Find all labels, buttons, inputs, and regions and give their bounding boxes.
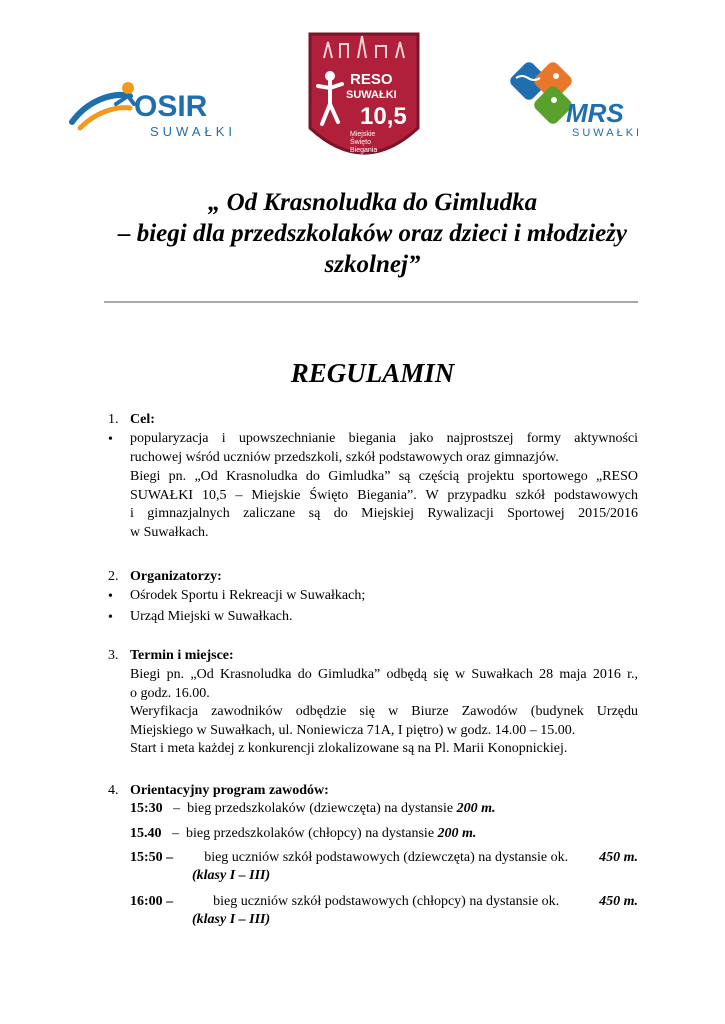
schedule-entry [130, 849, 638, 885]
section-4-label: Orientacyjny program zawodów: [130, 783, 329, 798]
reso-line6: Biegania [350, 147, 378, 154]
schedule-entry [130, 800, 638, 818]
document-title [60, 187, 685, 280]
text-line: Biegi pn. „Od Krasnoludka do Gimludka” są częścią projektu sportowego „RESO [130, 469, 638, 484]
schedule-classes: (klasy I – III) [192, 868, 271, 883]
reso-logo [300, 28, 428, 170]
mrs-logo [508, 60, 650, 140]
section-1-paragraph [130, 468, 638, 542]
reso-line5: Święto [350, 139, 372, 146]
schedule-sep: – [172, 826, 179, 841]
reso-line1: RESO [350, 71, 393, 88]
reso-line4: Miejskie [350, 131, 376, 138]
text-line: w Suwałkach. [130, 524, 209, 540]
section-2-item [130, 587, 638, 606]
title-line-3: szkolnej” [324, 251, 421, 278]
schedule-entry [130, 825, 638, 843]
schedule-sep: – [173, 801, 181, 816]
section-1-label: Cel: [130, 412, 155, 427]
title-line-1: „ Od Krasnoludka do Gimludka [207, 189, 538, 216]
reso-line3: 10,5 [360, 103, 407, 130]
schedule-sep: – [166, 850, 174, 865]
section-1-number: 1. [108, 412, 119, 427]
schedule-time: 16:00 [130, 894, 163, 909]
text-line: Weryfikacja zawodników odbędzie się w Biurze Zawodów (budynek Urzędu [130, 704, 638, 720]
mrs-logo-sub: SUWAŁKI [572, 127, 643, 139]
text-line: popularyzacja i upowszechnianie biegania jako najprostszej formy aktywności [130, 431, 638, 446]
section-3-label: Termin i miejsce: [130, 648, 234, 663]
title-line-2: – biegi dla przedszkolaków oraz dzieci i młodzieży [117, 220, 628, 247]
schedule-entry [130, 893, 638, 929]
osir-logo-name: OSIR [134, 90, 208, 123]
section-2-item [130, 608, 638, 627]
schedule-time: 15.40 [130, 826, 162, 841]
schedule-distance: 200 m. [456, 801, 496, 816]
section-2-label: Organizatorzy: [130, 569, 222, 584]
schedule-text: bieg przedszkolaków (chłopcy) na dystansie [186, 826, 435, 841]
text-line: SUWAŁKI 10,5 – Miejskie Święto Biegania”. W przypadku szkół podstawowych [130, 487, 638, 503]
osir-logo [68, 78, 233, 144]
schedule-text: bieg uczniów szkół podstawowych (dziewczęta) na dystansie ok. [204, 850, 569, 865]
mrs-emblem-icon [508, 60, 574, 126]
section-1-bullet-text [130, 430, 638, 467]
text-line: Ośrodek Sportu i Rekreacji w Suwałkach; [130, 588, 366, 603]
horizontal-divider [104, 301, 638, 303]
schedule-sep: – [166, 894, 174, 909]
reso-line2: SUWAŁKI [346, 89, 397, 101]
text-line: Miejskiego w Suwałkach, ul. Noniewicza 71A, I piętro) w godz. 14.00 – 15.00. [130, 722, 576, 738]
text-line: Start i meta każdej z konkurencji zlokalizowane są na Pl. Marii Konopnickiej. [130, 741, 568, 757]
section-2-number: 2. [108, 569, 119, 584]
text-line: o godz. 16.00. [130, 685, 210, 701]
bullet-icon: • [108, 589, 113, 604]
schedule-classes: (klasy I – III) [192, 912, 271, 927]
osir-logo-sub: SUWAŁKI [150, 124, 233, 139]
text-line: Urząd Miejski w Suwałkach. [130, 609, 293, 624]
text-line: i gimnazjalnych zaliczane są do Miejskiej Rywalizacji Sportowej 2015/2016 [130, 506, 638, 522]
schedule-time: 15:50 [130, 850, 163, 865]
section-3-paragraph [130, 666, 638, 759]
section-3-number: 3. [108, 648, 119, 663]
schedule-distance: 450 m. [599, 894, 638, 909]
mrs-logo-name: MRS [566, 98, 624, 128]
regulamin-heading: REGULAMIN [290, 358, 455, 388]
bullet-icon: • [108, 610, 113, 625]
schedule-distance: 450 m. [599, 850, 638, 865]
text-line: Biegi pn. „Od Krasnoludka do Gimludka” odbędą się w Suwałkach 28 maja 2016 r., [130, 667, 638, 682]
section-4-number: 4. [108, 783, 119, 798]
schedule-text: bieg uczniów szkół podstawowych (chłopcy) na dystansie ok. [213, 894, 560, 909]
schedule-distance: 200 m. [437, 826, 477, 841]
bullet-icon: • [108, 432, 113, 447]
schedule-text: bieg przedszkolaków (dziewczęta) na dystansie [187, 801, 454, 816]
text-line: ruchowej wśród uczniów przedszkoli, szkół podstawowych oraz gimnazjów. [130, 449, 559, 465]
osir-runner-icon [68, 78, 233, 144]
schedule-time: 15:30 [130, 801, 163, 816]
